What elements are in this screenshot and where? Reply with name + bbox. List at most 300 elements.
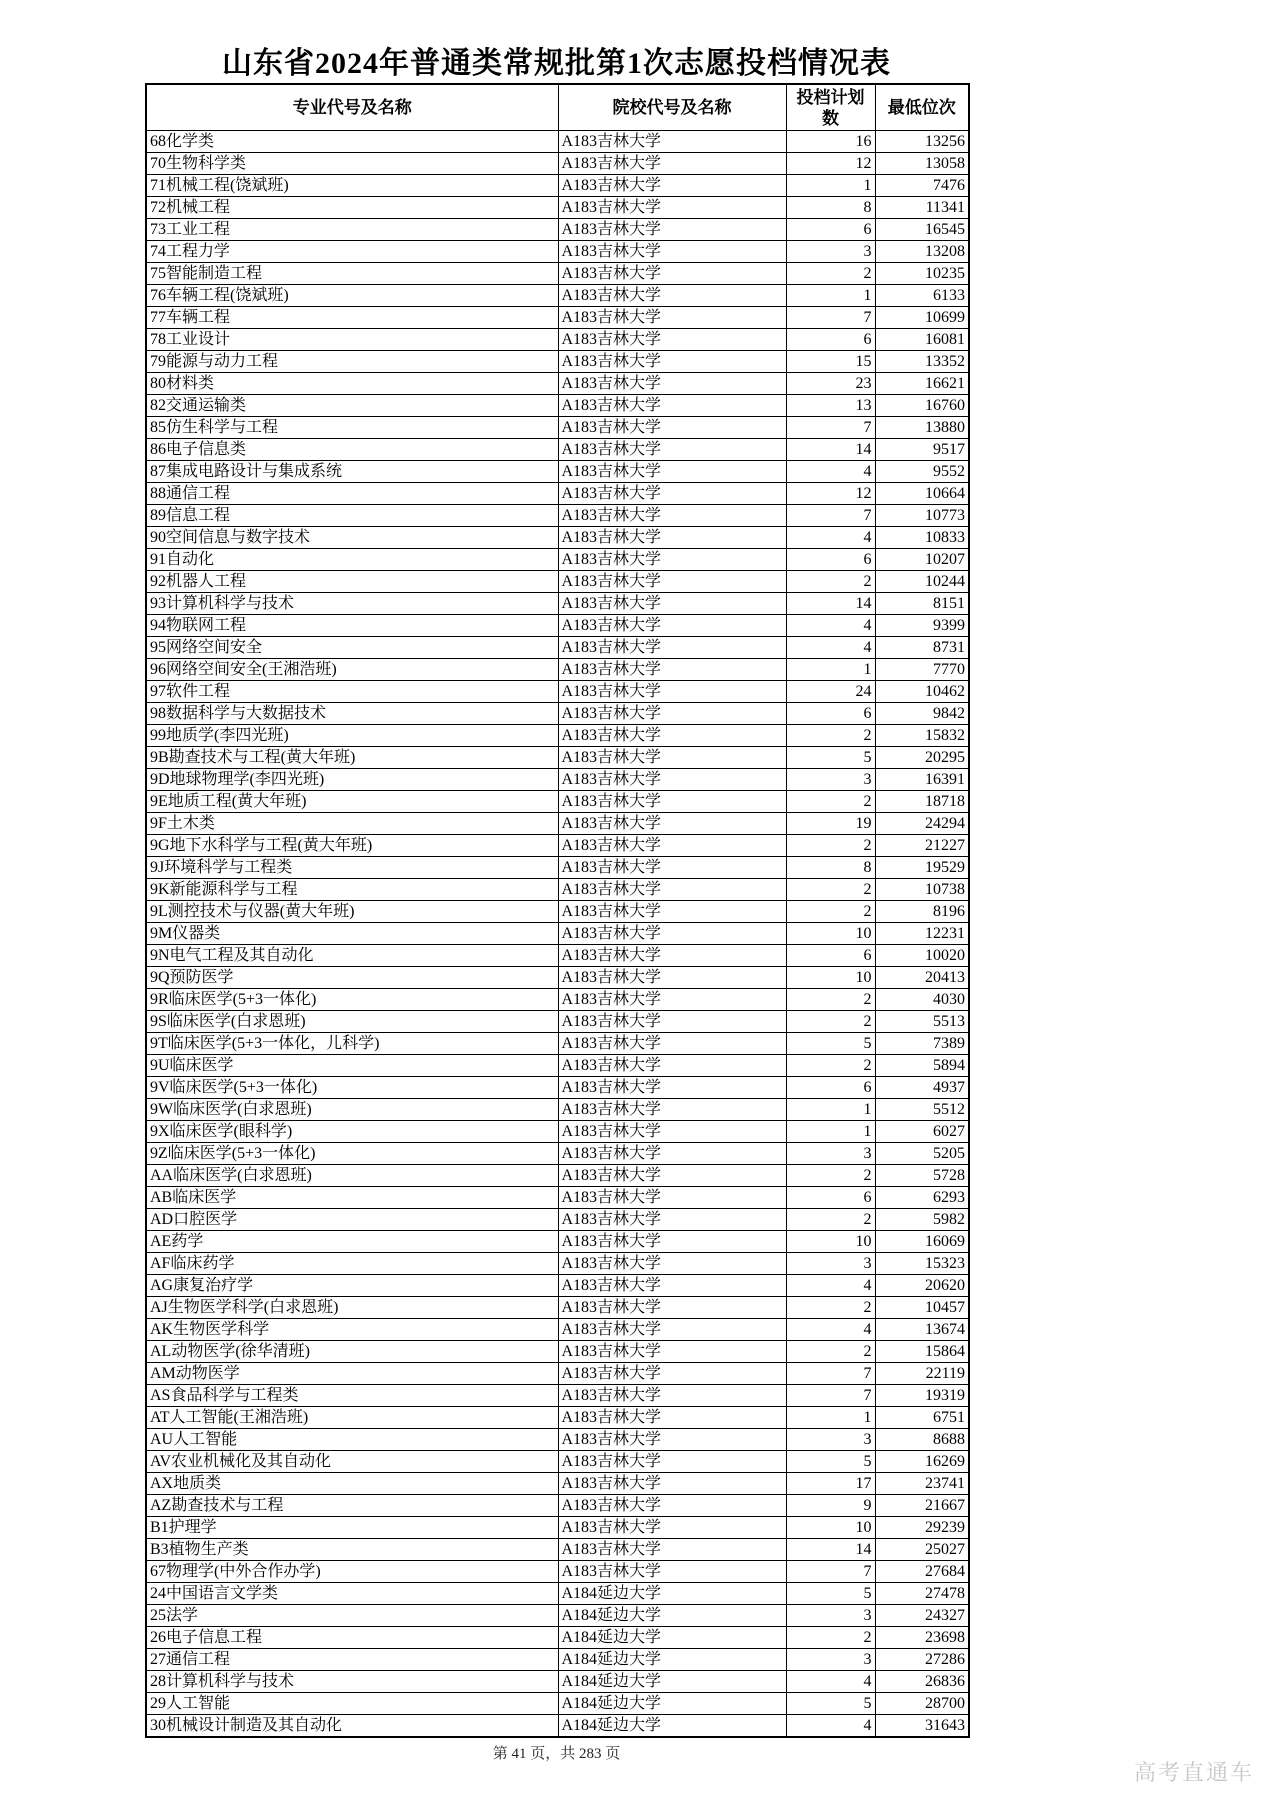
table-row — [146, 1627, 969, 1649]
table-row — [146, 461, 969, 483]
major-cell: 90空间信息与数字技术 — [146, 527, 558, 549]
plan-count-cell: 2 — [786, 571, 875, 593]
major-cell: 9S临床医学(白求恩班) — [146, 1011, 558, 1033]
major-cell: 9Z临床医学(5+3一体化) — [146, 1143, 558, 1165]
plan-count-cell: 10 — [786, 1517, 875, 1539]
table-row — [146, 1451, 969, 1473]
admission-table — [145, 83, 970, 1738]
major-cell: 97软件工程 — [146, 681, 558, 703]
lowest-rank-cell: 26836 — [875, 1671, 969, 1693]
lowest-rank-cell: 6751 — [875, 1407, 969, 1429]
college-cell: A184延边大学 — [558, 1583, 786, 1605]
lowest-rank-cell: 10773 — [875, 505, 969, 527]
college-cell: A183吉林大学 — [558, 197, 786, 219]
major-cell: 67物理学(中外合作办学) — [146, 1561, 558, 1583]
major-cell: AU人工智能 — [146, 1429, 558, 1451]
lowest-rank-cell: 16069 — [875, 1231, 969, 1253]
lowest-rank-cell: 16760 — [875, 395, 969, 417]
college-cell: A183吉林大学 — [558, 879, 786, 901]
table-row — [146, 175, 969, 197]
table-row — [146, 967, 969, 989]
plan-count-cell: 2 — [786, 1011, 875, 1033]
table-row — [146, 1187, 969, 1209]
college-cell: A183吉林大学 — [558, 1407, 786, 1429]
college-cell: A183吉林大学 — [558, 351, 786, 373]
college-cell: A183吉林大学 — [558, 1275, 786, 1297]
table-row — [146, 219, 969, 241]
major-cell: 9E地质工程(黄大年班) — [146, 791, 558, 813]
college-cell: A183吉林大学 — [558, 725, 786, 747]
plan-count-cell: 12 — [786, 483, 875, 505]
college-cell: A183吉林大学 — [558, 1165, 786, 1187]
major-cell: 9T临床医学(5+3一体化，儿科学) — [146, 1033, 558, 1055]
table-row — [146, 527, 969, 549]
lowest-rank-cell: 16621 — [875, 373, 969, 395]
table-row — [146, 351, 969, 373]
major-cell: B1护理学 — [146, 1517, 558, 1539]
college-cell: A183吉林大学 — [558, 417, 786, 439]
major-cell: 91自动化 — [146, 549, 558, 571]
table-row — [146, 1561, 969, 1583]
lowest-rank-cell: 31643 — [875, 1715, 969, 1738]
plan-count-cell: 6 — [786, 1077, 875, 1099]
major-cell: 24中国语言文学类 — [146, 1583, 558, 1605]
major-cell: 9G地下水科学与工程(黄大年班) — [146, 835, 558, 857]
table-row — [146, 879, 969, 901]
table-row — [146, 1539, 969, 1561]
plan-count-cell: 16 — [786, 131, 875, 153]
lowest-rank-cell: 20413 — [875, 967, 969, 989]
college-cell: A183吉林大学 — [558, 241, 786, 263]
college-cell: A183吉林大学 — [558, 461, 786, 483]
plan-count-cell: 24 — [786, 681, 875, 703]
major-cell: AB临床医学 — [146, 1187, 558, 1209]
lowest-rank-cell: 27684 — [875, 1561, 969, 1583]
table-row — [146, 549, 969, 571]
lowest-rank-cell: 5205 — [875, 1143, 969, 1165]
plan-count-cell: 4 — [786, 1275, 875, 1297]
plan-count-cell: 5 — [786, 1033, 875, 1055]
major-cell: 82交通运输类 — [146, 395, 558, 417]
lowest-rank-cell: 25027 — [875, 1539, 969, 1561]
table-row — [146, 1495, 969, 1517]
table-row — [146, 1407, 969, 1429]
lowest-rank-cell: 19529 — [875, 857, 969, 879]
lowest-rank-cell: 6293 — [875, 1187, 969, 1209]
plan-count-cell: 6 — [786, 219, 875, 241]
lowest-rank-cell: 5982 — [875, 1209, 969, 1231]
table-row — [146, 703, 969, 725]
major-cell: 95网络空间安全 — [146, 637, 558, 659]
plan-count-cell: 6 — [786, 945, 875, 967]
plan-count-cell: 2 — [786, 1209, 875, 1231]
major-cell: 72机械工程 — [146, 197, 558, 219]
lowest-rank-cell: 19319 — [875, 1385, 969, 1407]
college-cell: A183吉林大学 — [558, 1517, 786, 1539]
major-cell: 79能源与动力工程 — [146, 351, 558, 373]
plan-count-cell: 2 — [786, 725, 875, 747]
college-cell: A184延边大学 — [558, 1627, 786, 1649]
college-cell: A184延边大学 — [558, 1649, 786, 1671]
plan-count-cell: 1 — [786, 659, 875, 681]
plan-count-cell: 1 — [786, 1099, 875, 1121]
lowest-rank-cell: 10738 — [875, 879, 969, 901]
lowest-rank-cell: 13256 — [875, 131, 969, 153]
table-row — [146, 1077, 969, 1099]
major-cell: 9U临床医学 — [146, 1055, 558, 1077]
plan-count-cell: 4 — [786, 1671, 875, 1693]
plan-count-cell: 4 — [786, 527, 875, 549]
table-row — [146, 285, 969, 307]
major-cell: AD口腔医学 — [146, 1209, 558, 1231]
table-row — [146, 131, 969, 153]
major-cell: 73工业工程 — [146, 219, 558, 241]
lowest-rank-cell: 10664 — [875, 483, 969, 505]
major-cell: 76车辆工程(饶斌班) — [146, 285, 558, 307]
table-row — [146, 395, 969, 417]
lowest-rank-cell: 15832 — [875, 725, 969, 747]
major-cell: AZ勘查技术与工程 — [146, 1495, 558, 1517]
column-header-college: 院校代号及名称 — [558, 84, 786, 131]
table-row — [146, 1671, 969, 1693]
major-cell: 9K新能源科学与工程 — [146, 879, 558, 901]
major-cell: 9L测控技术与仪器(黄大年班) — [146, 901, 558, 923]
major-cell: AA临床医学(白求恩班) — [146, 1165, 558, 1187]
college-cell: A183吉林大学 — [558, 1561, 786, 1583]
plan-count-cell: 2 — [786, 901, 875, 923]
college-cell: A183吉林大学 — [558, 1341, 786, 1363]
plan-count-cell: 12 — [786, 153, 875, 175]
table-row — [146, 615, 969, 637]
lowest-rank-cell: 27478 — [875, 1583, 969, 1605]
lowest-rank-cell: 21667 — [875, 1495, 969, 1517]
major-cell: 28计算机科学与技术 — [146, 1671, 558, 1693]
lowest-rank-cell: 13352 — [875, 351, 969, 373]
table-row — [146, 791, 969, 813]
table-row — [146, 373, 969, 395]
major-cell: 85仿生科学与工程 — [146, 417, 558, 439]
lowest-rank-cell: 20295 — [875, 747, 969, 769]
table-row — [146, 769, 969, 791]
major-cell: 74工程力学 — [146, 241, 558, 263]
plan-count-cell: 7 — [786, 307, 875, 329]
lowest-rank-cell: 6133 — [875, 285, 969, 307]
plan-count-cell: 2 — [786, 879, 875, 901]
lowest-rank-cell: 11341 — [875, 197, 969, 219]
college-cell: A183吉林大学 — [558, 549, 786, 571]
major-cell: 9W临床医学(白求恩班) — [146, 1099, 558, 1121]
table-row — [146, 1583, 969, 1605]
plan-count-cell: 1 — [786, 1407, 875, 1429]
college-cell: A183吉林大学 — [558, 1077, 786, 1099]
plan-count-cell: 2 — [786, 1055, 875, 1077]
table-row — [146, 681, 969, 703]
lowest-rank-cell: 12231 — [875, 923, 969, 945]
lowest-rank-cell: 10699 — [875, 307, 969, 329]
college-cell: A183吉林大学 — [558, 1385, 786, 1407]
lowest-rank-cell: 29239 — [875, 1517, 969, 1539]
college-cell: A183吉林大学 — [558, 505, 786, 527]
college-cell: A184延边大学 — [558, 1605, 786, 1627]
college-cell: A183吉林大学 — [558, 659, 786, 681]
lowest-rank-cell: 5512 — [875, 1099, 969, 1121]
table-row — [146, 263, 969, 285]
lowest-rank-cell: 23698 — [875, 1627, 969, 1649]
plan-count-cell: 1 — [786, 285, 875, 307]
plan-count-cell: 15 — [786, 351, 875, 373]
college-cell: A183吉林大学 — [558, 175, 786, 197]
plan-count-cell: 5 — [786, 1451, 875, 1473]
major-cell: 27通信工程 — [146, 1649, 558, 1671]
plan-count-cell: 8 — [786, 857, 875, 879]
college-cell: A183吉林大学 — [558, 1429, 786, 1451]
major-cell: 30机械设计制造及其自动化 — [146, 1715, 558, 1738]
table-row — [146, 307, 969, 329]
college-cell: A183吉林大学 — [558, 967, 786, 989]
college-cell: A183吉林大学 — [558, 1319, 786, 1341]
college-cell: A183吉林大学 — [558, 1033, 786, 1055]
plan-count-cell: 6 — [786, 1187, 875, 1209]
plan-count-cell: 7 — [786, 1363, 875, 1385]
lowest-rank-cell: 22119 — [875, 1363, 969, 1385]
table-row — [146, 1099, 969, 1121]
plan-count-cell: 14 — [786, 439, 875, 461]
table-row — [146, 1011, 969, 1033]
college-cell: A183吉林大学 — [558, 1055, 786, 1077]
college-cell: A183吉林大学 — [558, 219, 786, 241]
plan-count-cell: 7 — [786, 505, 875, 527]
major-cell: AT人工智能(王湘浩班) — [146, 1407, 558, 1429]
major-cell: AL动物医学(徐华清班) — [146, 1341, 558, 1363]
college-cell: A183吉林大学 — [558, 835, 786, 857]
lowest-rank-cell: 13058 — [875, 153, 969, 175]
major-cell: 78工业设计 — [146, 329, 558, 351]
major-cell: 87集成电路设计与集成系统 — [146, 461, 558, 483]
major-cell: 71机械工程(饶斌班) — [146, 175, 558, 197]
plan-count-cell: 10 — [786, 967, 875, 989]
college-cell: A183吉林大学 — [558, 527, 786, 549]
lowest-rank-cell: 7389 — [875, 1033, 969, 1055]
lowest-rank-cell: 24327 — [875, 1605, 969, 1627]
major-cell: 29人工智能 — [146, 1693, 558, 1715]
table-row — [146, 813, 969, 835]
lowest-rank-cell: 13880 — [875, 417, 969, 439]
college-cell: A183吉林大学 — [558, 989, 786, 1011]
major-cell: 99地质学(李四光班) — [146, 725, 558, 747]
plan-count-cell: 3 — [786, 1429, 875, 1451]
lowest-rank-cell: 16081 — [875, 329, 969, 351]
plan-count-cell: 3 — [786, 1605, 875, 1627]
major-cell: 9R临床医学(5+3一体化) — [146, 989, 558, 1011]
lowest-rank-cell: 10833 — [875, 527, 969, 549]
plan-count-cell: 8 — [786, 197, 875, 219]
college-cell: A183吉林大学 — [558, 637, 786, 659]
lowest-rank-cell: 18718 — [875, 791, 969, 813]
plan-count-cell: 3 — [786, 769, 875, 791]
lowest-rank-cell: 9517 — [875, 439, 969, 461]
college-cell: A183吉林大学 — [558, 1231, 786, 1253]
plan-count-cell: 2 — [786, 1165, 875, 1187]
plan-count-cell: 14 — [786, 1539, 875, 1561]
lowest-rank-cell: 23741 — [875, 1473, 969, 1495]
major-cell: AJ生物医学科学(白求恩班) — [146, 1297, 558, 1319]
table-row — [146, 483, 969, 505]
lowest-rank-cell: 8688 — [875, 1429, 969, 1451]
lowest-rank-cell: 10244 — [875, 571, 969, 593]
lowest-rank-cell: 21227 — [875, 835, 969, 857]
major-cell: 9V临床医学(5+3一体化) — [146, 1077, 558, 1099]
college-cell: A183吉林大学 — [558, 1253, 786, 1275]
college-cell: A183吉林大学 — [558, 285, 786, 307]
college-cell: A183吉林大学 — [558, 1451, 786, 1473]
lowest-rank-cell: 5513 — [875, 1011, 969, 1033]
table-row — [146, 1693, 969, 1715]
major-cell: 9X临床医学(眼科学) — [146, 1121, 558, 1143]
lowest-rank-cell: 13674 — [875, 1319, 969, 1341]
major-cell: AV农业机械化及其自动化 — [146, 1451, 558, 1473]
table-row — [146, 1715, 969, 1738]
plan-count-cell: 5 — [786, 1583, 875, 1605]
lowest-rank-cell: 8151 — [875, 593, 969, 615]
table-row — [146, 329, 969, 351]
major-cell: 9D地球物理学(李四光班) — [146, 769, 558, 791]
major-cell: 9F土木类 — [146, 813, 558, 835]
college-cell: A183吉林大学 — [558, 945, 786, 967]
college-cell: A183吉林大学 — [558, 593, 786, 615]
lowest-rank-cell: 7476 — [875, 175, 969, 197]
college-cell: A183吉林大学 — [558, 571, 786, 593]
plan-count-cell: 23 — [786, 373, 875, 395]
college-cell: A183吉林大学 — [558, 395, 786, 417]
lowest-rank-cell: 16545 — [875, 219, 969, 241]
plan-count-cell: 2 — [786, 1297, 875, 1319]
plan-count-cell: 2 — [786, 835, 875, 857]
plan-count-cell: 4 — [786, 1715, 875, 1738]
major-cell: 86电子信息类 — [146, 439, 558, 461]
table-row — [146, 197, 969, 219]
table-row — [146, 725, 969, 747]
college-cell: A183吉林大学 — [558, 747, 786, 769]
plan-count-cell: 17 — [786, 1473, 875, 1495]
table-row — [146, 1055, 969, 1077]
plan-count-cell: 3 — [786, 1649, 875, 1671]
major-cell: 94物联网工程 — [146, 615, 558, 637]
college-cell: A183吉林大学 — [558, 857, 786, 879]
college-cell: A184延边大学 — [558, 1671, 786, 1693]
plan-count-cell: 5 — [786, 747, 875, 769]
table-row — [146, 1605, 969, 1627]
major-cell: AX地质类 — [146, 1473, 558, 1495]
college-cell: A183吉林大学 — [558, 1363, 786, 1385]
table-row — [146, 1165, 969, 1187]
lowest-rank-cell: 8731 — [875, 637, 969, 659]
column-header-plan-count: 投档计划数 — [786, 84, 875, 131]
plan-count-cell: 6 — [786, 703, 875, 725]
plan-count-cell: 6 — [786, 329, 875, 351]
major-cell: 77车辆工程 — [146, 307, 558, 329]
major-cell: 89信息工程 — [146, 505, 558, 527]
plan-count-cell: 3 — [786, 1143, 875, 1165]
major-cell: 25法学 — [146, 1605, 558, 1627]
table-row — [146, 417, 969, 439]
lowest-rank-cell: 6027 — [875, 1121, 969, 1143]
lowest-rank-cell: 5728 — [875, 1165, 969, 1187]
table-row — [146, 241, 969, 263]
college-cell: A183吉林大学 — [558, 1011, 786, 1033]
plan-count-cell: 10 — [786, 1231, 875, 1253]
lowest-rank-cell: 9552 — [875, 461, 969, 483]
table-row — [146, 923, 969, 945]
college-cell: A183吉林大学 — [558, 307, 786, 329]
plan-count-cell: 3 — [786, 241, 875, 263]
plan-count-cell: 2 — [786, 1627, 875, 1649]
major-cell: AE药学 — [146, 1231, 558, 1253]
table-row — [146, 1649, 969, 1671]
major-cell: 9B勘查技术与工程(黄大年班) — [146, 747, 558, 769]
college-cell: A183吉林大学 — [558, 681, 786, 703]
table-row — [146, 439, 969, 461]
college-cell: A183吉林大学 — [558, 1121, 786, 1143]
college-cell: A183吉林大学 — [558, 373, 786, 395]
college-cell: A183吉林大学 — [558, 615, 786, 637]
table-row — [146, 747, 969, 769]
major-cell: 92机器人工程 — [146, 571, 558, 593]
major-cell: 9N电气工程及其自动化 — [146, 945, 558, 967]
table-header — [146, 84, 969, 131]
plan-count-cell: 4 — [786, 615, 875, 637]
lowest-rank-cell: 7770 — [875, 659, 969, 681]
major-cell: 26电子信息工程 — [146, 1627, 558, 1649]
lowest-rank-cell: 4937 — [875, 1077, 969, 1099]
table-row — [146, 1231, 969, 1253]
table-row — [146, 1297, 969, 1319]
college-cell: A183吉林大学 — [558, 1539, 786, 1561]
plan-count-cell: 1 — [786, 1121, 875, 1143]
lowest-rank-cell: 16391 — [875, 769, 969, 791]
lowest-rank-cell: 9842 — [875, 703, 969, 725]
plan-count-cell: 13 — [786, 395, 875, 417]
college-cell: A183吉林大学 — [558, 703, 786, 725]
major-cell: B3植物生产类 — [146, 1539, 558, 1561]
major-cell: AF临床药学 — [146, 1253, 558, 1275]
college-cell: A184延边大学 — [558, 1693, 786, 1715]
college-cell: A183吉林大学 — [558, 1209, 786, 1231]
plan-count-cell: 7 — [786, 1561, 875, 1583]
lowest-rank-cell: 4030 — [875, 989, 969, 1011]
lowest-rank-cell: 15864 — [875, 1341, 969, 1363]
table-body — [146, 131, 969, 1738]
watermark: 高考直通车 — [1133, 1760, 1254, 1785]
plan-count-cell: 2 — [786, 791, 875, 813]
lowest-rank-cell: 10235 — [875, 263, 969, 285]
lowest-rank-cell: 8196 — [875, 901, 969, 923]
major-cell: 75智能制造工程 — [146, 263, 558, 285]
table-row — [146, 1033, 969, 1055]
major-cell: AG康复治疗学 — [146, 1275, 558, 1297]
table-row — [146, 659, 969, 681]
table-row — [146, 571, 969, 593]
table-row — [146, 1363, 969, 1385]
college-cell: A183吉林大学 — [558, 923, 786, 945]
lowest-rank-cell: 10020 — [875, 945, 969, 967]
table-row — [146, 1341, 969, 1363]
table-row — [146, 505, 969, 527]
major-cell: 9Q预防医学 — [146, 967, 558, 989]
plan-count-cell: 3 — [786, 1253, 875, 1275]
plan-count-cell: 5 — [786, 1693, 875, 1715]
college-cell: A183吉林大学 — [558, 329, 786, 351]
page-title: 山东省2024年普通类常规批第1次志愿投档情况表 — [222, 47, 891, 80]
